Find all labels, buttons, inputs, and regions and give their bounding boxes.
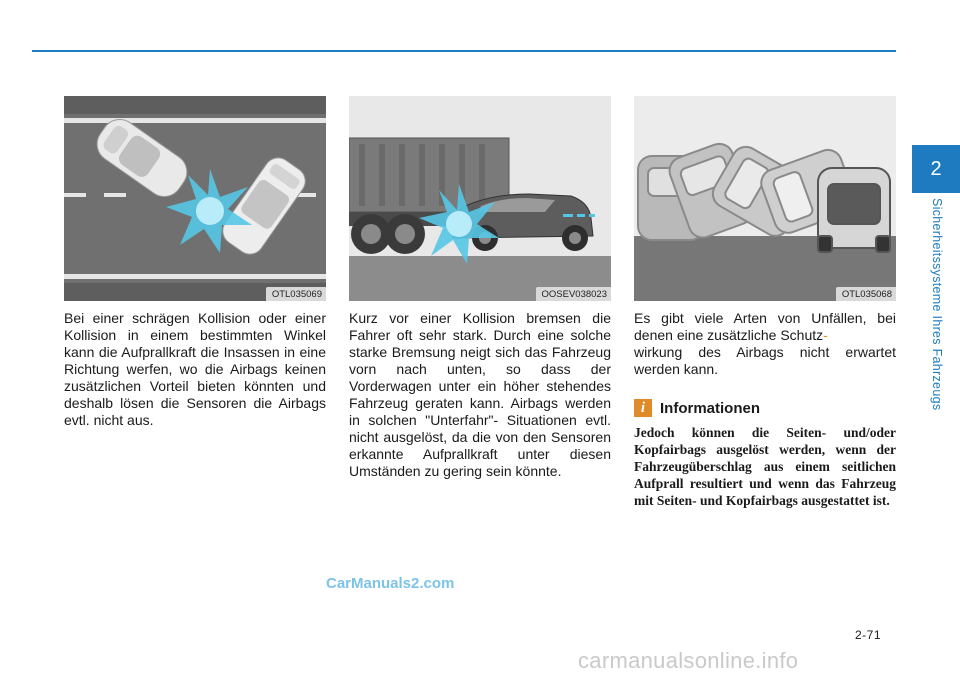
figure-code: OOSEV038023: [536, 287, 612, 301]
column-3-text: [634, 310, 896, 378]
figure-code: OTL035069: [266, 287, 326, 301]
chapter-title: Sicherheitssysteme Ihres Fahrzeugs: [930, 198, 944, 411]
footer-watermark: carmanualsonline.info: [578, 648, 799, 673]
info-heading: [634, 397, 760, 419]
column-1-text: Bei einer schrägen Kollision oder einer Kollision in einem bestimmten Winkel kann die Aufprallkraft die Insassen in eine Richtung werfen, wo die Airbags keinen zusätzlichen Vorteil bieten könnten und deshalb lösen die Sensoren die Airbags evtl. nicht aus.: [64, 310, 326, 428]
chapter-tab: [912, 145, 960, 193]
info-heading-label: Informationen: [660, 399, 760, 417]
oblique-collision-illustration: [64, 96, 326, 301]
underride-truck-collision-illustration: [349, 96, 611, 301]
page-number: 2-71: [855, 628, 882, 642]
figure-rollover: [634, 96, 896, 301]
info-text: Jedoch können die Seiten- und/oder Kopfairbags ausgelöst werden, wenn der Fahrzeugüberschlag aus einem seitlichen Aufprall resultiert und wenn das Fahrzeug mit Seiten- und Kopfairbags ausgestattet ist.: [634, 425, 896, 508]
figure-code: OTL035068: [836, 287, 896, 301]
header-rule: [32, 50, 896, 52]
rollover-illustration: [634, 96, 896, 301]
figure-oblique-collision: [64, 96, 326, 301]
column-3-hyphen: -: [823, 327, 828, 343]
info-icon: i: [634, 399, 652, 417]
chapter-number: 2: [930, 157, 942, 180]
watermark-link[interactable]: CarManuals2.com: [326, 575, 455, 592]
figure-underride-collision: [349, 96, 611, 301]
column-3-text-part-a: Es gibt viele Arten von Unfällen, bei denen eine zusätzliche Schutz: [634, 310, 896, 343]
column-3-text-part-b: wirkung des Airbags nicht erwartet werden kann.: [634, 344, 896, 377]
column-2-text: Kurz vor einer Kollision bremsen die Fahrer oft sehr stark. Durch eine solche starke Bremsung neigt sich das Fahrzeug vorn nach unten, so dass der Vorderwagen unter ein höher stehendes Fahrzeug geraten kann. Airbags werden in solchen "Unterfahr"- Situationen evtl. nicht ausgelöst, da die von den Sensoren erkannte Aufprallkraft unter diesen Umständen zu gering sein könnte.: [349, 310, 611, 479]
